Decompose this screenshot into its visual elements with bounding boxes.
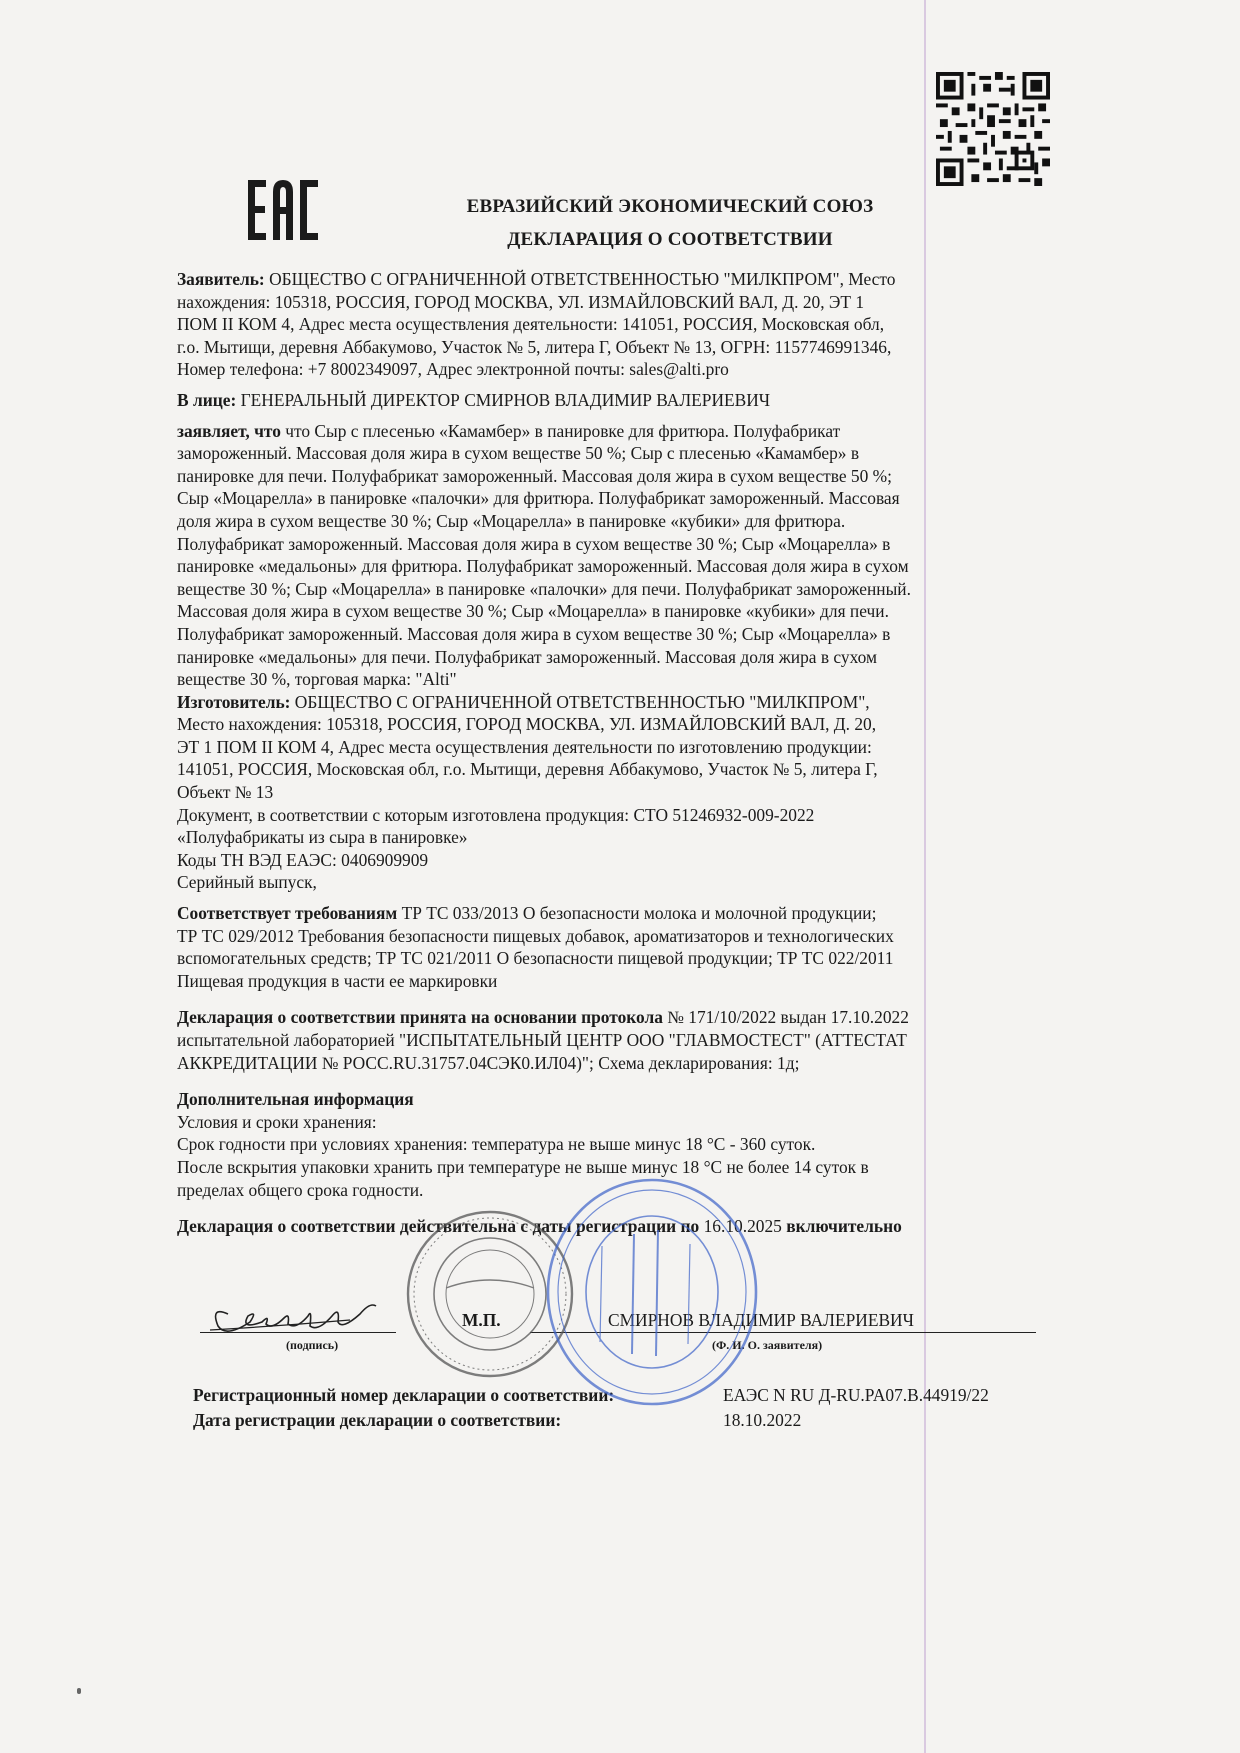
declares-line-12: веществе 30 %, торговая марка: "Alti" xyxy=(177,669,457,690)
declares-line-2: замороженный. Массовая доля жира в сухом веществе 50 %; Сыр с плесенью «Камамбер» в xyxy=(177,443,860,464)
registration-date-label: Дата регистрации декларации о соответствии: xyxy=(193,1410,562,1430)
declares-line-8: веществе 30 %; Сыр «Моцарелла» в панировке «палочки» для печи. Полуфабрикат замороженный. xyxy=(177,578,911,599)
trading-company-seal-icon xyxy=(540,1174,764,1410)
document-title: ДЕКЛАРАЦИЯ О СООТВЕТСТВИИ xyxy=(507,229,833,250)
requirements-line-3: вспомогательных средств; ТР ТС 021/2011 О безопасности пищевой продукции; ТР ТС 022/2011 xyxy=(177,948,894,969)
declaration-body xyxy=(177,268,1047,1238)
registration-date-value: 18.10.2022 xyxy=(723,1410,802,1430)
production-doc-line-2: «Полуфабрикаты из сыра в панировке» xyxy=(177,827,468,848)
validity-label: Декларация о соответствии действительна с даты регистрации по xyxy=(177,1216,700,1237)
registration-number-label: Регистрационный номер декларации о соответствии: xyxy=(193,1385,615,1405)
applicant-line-1: Заявитель: ОБЩЕСТВО С ОГРАНИЧЕННОЙ ОТВЕТСТВЕННОСТЬЮ "МИЛКПРОМ", Место xyxy=(177,269,896,289)
requirements-label: Соответствует требованиям xyxy=(177,903,398,924)
additional-line-2: Срок годности при условиях хранения: температура не выше минус 18 °С - 360 суток. xyxy=(177,1134,816,1155)
registration-number-value: ЕАЭС N RU Д-RU.PA07.B.44919/22 xyxy=(723,1385,989,1405)
tn-ved-codes: Коды ТН ВЭД ЕАЭС: 0406909909 xyxy=(177,849,429,870)
representative-line: В лице: ГЕНЕРАЛЬНЫЙ ДИРЕКТОР СМИРНОВ ВЛАДИМИР ВАЛЕРИЕВИЧ xyxy=(177,389,771,410)
basis-line-3: АККРЕДИТАЦИИ № РОСС.RU.31757.04СЭК0.ИЛ04)"; Схема декларирования: 1д; xyxy=(177,1052,800,1073)
applicant-line-3: ПОМ II КОМ 4, Адрес места осуществления деятельности: 141051, РОССИЯ, Московская обл, xyxy=(177,314,885,335)
declares-label: заявляет, что xyxy=(177,420,281,441)
release-type: Серийный выпуск, xyxy=(177,872,317,893)
manufacturer-line-2: Место нахождения: 105318, РОССИЯ, ГОРОД МОСКВА, УЛ. ИЗМАЙЛОВСКИЙ ВАЛ, Д. 20, xyxy=(177,714,877,735)
basis-line-1: Декларация о соответствии принята на основании протокола № 171/10/2022 выдан 17.10.2022 xyxy=(177,1007,909,1028)
applicant-label: Заявитель: xyxy=(177,269,265,289)
validity-date: 16.10.2025 xyxy=(703,1216,782,1237)
production-doc-line-1: Документ, в соответствии с которым изготовлена продукция: СТО 51246932-009-2022 xyxy=(177,804,815,825)
signatory-name: СМИРНОВ ВЛАДИМИР ВАЛЕРИЕВИЧ xyxy=(608,1310,914,1330)
applicant-line-4: г.о. Мытищи, деревня Аббакумово, Участок № 5, литера Г, Объект № 13, ОГРН: 1157746991346, xyxy=(177,336,892,357)
declares-line-1: заявляет, что что Сыр с плесенью «Камамбер» в панировке для фритюра. Полуфабрикат xyxy=(177,420,841,441)
additional-line-1: Условия и сроки хранения: xyxy=(177,1111,377,1132)
declares-line-11: панировке «медальоны» для печи. Полуфабрикат замороженный. Массовая доля жира в сухом xyxy=(177,646,877,667)
signature-line xyxy=(200,1332,396,1333)
declares-line-9: Массовая доля жира в сухом веществе 30 %; Сыр «Моцарелла» в панировке «кубики» для печи. xyxy=(177,601,889,622)
signatory-name-caption: (Ф. И. О. заявителя) xyxy=(712,1338,823,1352)
requirements-line-4: Пищевая продукция в части ее маркировки xyxy=(177,970,498,991)
manufacturer-label: Изготовитель: xyxy=(177,691,291,712)
manufacturer-line-5: Объект № 13 xyxy=(177,782,274,803)
basis-line-2: испытательной лабораторией "ИСПЫТАТЕЛЬНЫЙ ЦЕНТР ООО "ГЛАВМОСТЕСТ" (АТТЕСТАТ xyxy=(177,1030,907,1050)
additional-label: Дополнительная информация xyxy=(177,1089,414,1110)
signature-caption: (подпись) xyxy=(286,1338,339,1352)
manufacturer-line-4: 141051, РОССИЯ, Московская обл, г.о. Мытищи, деревня Аббакумово, Участок № 5, литера Г, xyxy=(177,759,878,780)
declares-line-4: Сыр «Моцарелла» в панировке «палочки» для фритюра. Полуфабрикат замороженный. Массовая xyxy=(177,488,900,509)
declares-line-10: Полуфабрикат замороженный. Массовая доля жира в сухом веществе 30 %; Сыр «Моцарелла» в xyxy=(177,623,891,644)
manufacturer-line-3: ЭТ 1 ПОМ II КОМ 4, Адрес места осуществления деятельности по изготовлению продукции: xyxy=(177,736,872,757)
basis-label: Декларация о соответствии принята на основании протокола xyxy=(177,1007,663,1028)
applicant-line-2: нахождения: 105318, РОССИЯ, ГОРОД МОСКВА, УЛ. ИЗМАЙЛОВСКИЙ ВАЛ, Д. 20, ЭТ 1 xyxy=(177,291,865,312)
additional-line-4: пределах общего срока годности. xyxy=(177,1179,424,1200)
additional-line-3: После вскрытия упаковки хранить при температуре не выше минус 18 °С не более 14 суток в xyxy=(177,1156,869,1177)
qr-code-icon xyxy=(936,72,1050,186)
requirements-line-2: ТР ТС 029/2012 Требования безопасности пищевых добавок, ароматизаторов и технологических xyxy=(177,925,894,946)
requirements-line-1: Соответствует требованиям ТР ТС 033/2013 О безопасности молока и молочной продукции; xyxy=(177,903,877,924)
declares-line-3: панировке для печи. Полуфабрикат замороженный. Массовая доля жира в сухом веществе 50 %; xyxy=(177,465,892,486)
manufacturer-line-1: Изготовитель: ОБЩЕСТВО С ОГРАНИЧЕННОЙ ОТВЕТСТВЕННОСТЬЮ "МИЛКПРОМ", xyxy=(177,691,870,712)
declares-line-5: доля жира в сухом веществе 30 %; Сыр «Моцарелла» в панировке «кубики» для фритюра. xyxy=(177,510,846,531)
applicant-line-5: Номер телефона: +7 8002349097, Адрес электронной почты: sales@alti.pro xyxy=(177,359,729,380)
declares-line-6: Полуфабрикат замороженный. Массовая доля жира в сухом веществе 30 %; Сыр «Моцарелла» в xyxy=(177,533,891,554)
scan-mark xyxy=(77,1688,81,1694)
validity-suffix: включительно xyxy=(786,1216,902,1237)
handwritten-signature-icon xyxy=(200,1286,400,1346)
seal-place-mark: М.П. xyxy=(462,1310,501,1330)
registration-date-row xyxy=(193,1410,802,1431)
declares-line-7: панировке «медальоны» для фритюра. Полуфабрикат замороженный. Массовая доля жира в сухом xyxy=(177,556,909,577)
union-title: ЕВРАЗИЙСКИЙ ЭКОНОМИЧЕСКИЙ СОЮЗ xyxy=(466,196,874,217)
representative-label: В лице: xyxy=(177,389,237,410)
